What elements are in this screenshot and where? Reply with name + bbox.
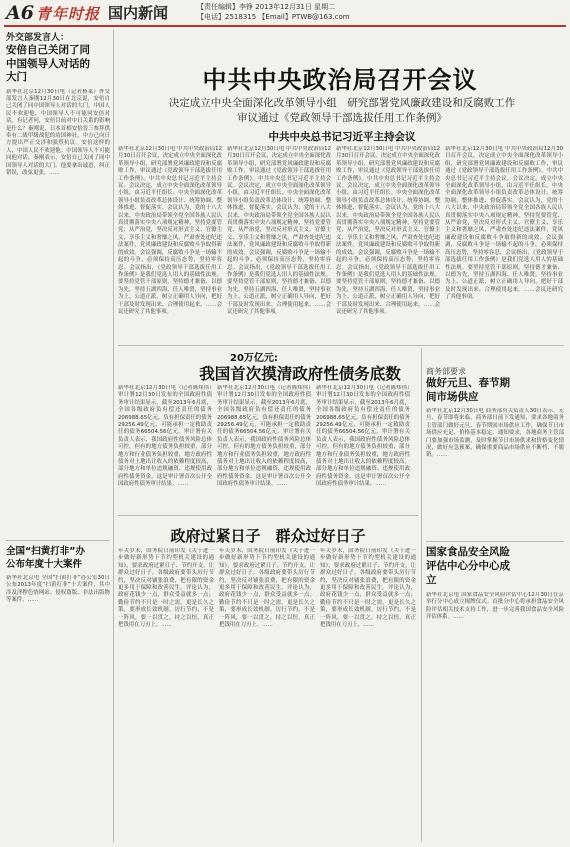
page-number: A6 — [6, 2, 34, 24]
campaign-title-1: 全国“扫黄打非”办 — [6, 546, 85, 557]
lead-body-col-1: 新华社北京12月30日电 中共中央政治局12月30日召开会议，决定成立中央全面深化改革领导小组，研究部署党风廉政建设和反腐败工作，审议通过《党政领导干部选拔任用工作条例》。中共中央总书记习近平主持会议。会议决定，成立中央全面深化改革领导小组，由习近平任组长。中央全面深化改革领导小组负责改革总体设计、统筹协调、整体推进、督促落实。会议认为，党的十八大以来，中央政治局带领全党全国各族人民认真贯彻落实中央八项规定精神，坚持党要管党、从严治党，坚决反对形式主义、官僚主义、享乐主义和奢靡之风，严肃查处违纪违法案件，党风廉政建设和反腐败斗争取得新的成效。会议强调，反腐败斗争是一场输不起的斗争，必须保持高压态势，坚持零容忍。会议指出，《党政领导干部选拔任用工作条例》是我们党选人用人的基础性法规。要坚持党管干部原则，坚持德才兼备、以德为先，坚持五湖四海、任人唯贤，坚持事业为上、公道正派，树立正确用人导向，把好干部及时发现出来、合理使用起来。……会议还研究了其他事项。 — [118, 146, 222, 315]
lead-body-col-4: 新华社北京12月30日电 中共中央政治局12月30日召开会议，决定成立中央全面深化改革领导小组，研究部署党风廉政建设和反腐败工作，审议通过《党政领导干部选拔任用工作条例》。中共中央总书记习近平主持会议。会议决定，成立中央全面深化改革领导小组，由习近平任组长。中央全面深化改革领导小组负责改革总体设计、统筹协调、整体推进、督促落实。会议认为，党的十八大以来，中央政治局带领全党全国各族人民认真贯彻落实中央八项规定精神，坚持党要管党、从严治党，坚决反对形式主义、官僚主义、享乐主义和奢靡之风，严肃查处违纪违法案件，党风廉政建设和反腐败斗争取得新的成效。会议强调，反腐败斗争是一场输不起的斗争，必须保持高压态势，坚持零容忍。会议指出，《党政领导干部选拔任用工作条例》是我们党选人用人的基础性法规。要坚持党管干部原则，坚持德才兼备、以德为先，坚持五湖四海、任人唯贤，坚持事业为上、公道正派，树立正确用人导向，把好干部及时发现出来、合理使用起来。……会议还研究了其他事项。 — [445, 146, 563, 301]
debt-body-col-2: 新华社北京12月30日电（记者陈炜伟）审计署12月30日发布的全国政府性债务审计结果显示，截至2013年6月底，全国各级政府负有偿还责任的债务206988.65亿元，负有担保责任的债务29256.49亿元，可能承担一定救助责任的债务66504.56亿元。审计署有关负责人表示，我国政府性债务风险总体可控，但有的地方债务负担较重，部分地方和行业债务负担较重，地方政府性债务对土地出让收入的依赖程度较高，部分地方和单位违规融资、违规使用政府性债务资金。这是审计署首次公开全国政府性债务审计结果。…… — [217, 385, 311, 488]
holiday-title-2: 间市场供应 — [426, 391, 479, 403]
holiday-title-1: 做好元旦、春节期 — [426, 377, 510, 389]
left-article-kicker: 外交部发言人： — [6, 33, 70, 43]
masthead-logo: 青年时报 — [36, 5, 101, 23]
lead-subhead-1: 决定成立中央全面深化改革领导小组 研究部署党风廉政建设和反腐败工作 — [168, 97, 516, 109]
food-risk-title-1: 国家食品安全风险 — [426, 546, 510, 558]
debt-bottom-rule — [118, 515, 418, 516]
frugal-body-col-2: 年关岁末，国务院日前印发《关于进一步做好新形势下节约型机关建设的通知》，要求政府过紧日子、节约开支，让群众过好日子。各级政府要带头厉行节约，坚决反对铺张浪费，把有限的资金更多用于保障和改善民生。评论认为，政府花钱少一点，群众受益就多一点；勤俭节约不只是一时之需，更是长久之策，要形成长效机制。厉行节约，不是一阵风，要一以贯之，持之以恒，真正把钱用在刀刃上。…… — [219, 548, 315, 629]
left-column-rule — [113, 30, 114, 842]
food-risk-title-2: 评估中心分中心成 — [426, 560, 510, 572]
left-divider — [6, 540, 110, 541]
debt-body-col-1: 新华社北京12月30日电（记者陈炜伟）审计署12月30日发布的全国政府性债务审计结果显示，截至2013年6月底，全国各级政府负有偿还责任的债务206988.65亿元，负有担保责任的债务29256.49亿元，可能承担一定救助责任的债务66504.56亿元。审计署有关负责人表示，我国政府性债务风险总体可控，但有的地方债务负担较重，部分地方和行业债务负担较重，地方政府性债务对土地出让收入的依赖程度较高，部分地方和单位违规融资、违规使用政府性债务资金。这是审计署首次公开全国政府性债务审计结果。…… — [118, 385, 212, 488]
lead-subhead-2: 审议通过《党政领导干部选拔任用工作条例》 — [237, 112, 447, 124]
lead-bottom-rule — [118, 345, 564, 346]
debt-body-col-3: 新华社北京12月30日电（记者陈炜伟）审计署12月30日发布的全国政府性债务审计结果显示，截至2013年6月底，全国各级政府负有偿还责任的债务206988.65亿元，负有担保责任的债务29256.49亿元，可能承担一定救助责任的债务66504.56亿元。审计署有关负责人表示，我国政府性债务风险总体可控，但有的地方债务负担较重，部分地方和行业债务负担较重，地方政府性债务对土地出让收入的依赖程度较高，部分地方和单位违规融资、违规使用政府性债务资金。这是审计署首次公开全国政府性债务审计结果。…… — [316, 385, 410, 488]
frugal-headline: 政府过紧日子 群众过好日子 — [170, 527, 366, 545]
left-article-body: 新华社北京12月30日电（记者杨莱）外交部发言人秦刚12月30日在北京说，安倍自己关闭了同中国领导人对话的大门，中国人民不欢迎他，中国领导人不可能同安倍对话。有记者问，安倍目前对中日关系的影响是什么？秦刚说，日本首相安倍晋三参拜供奉有二战甲级战犯的靖国神社，中方已向日方提出严正交涉和强烈抗议。安倍这样的人，中国人民不欢迎他。中国领导人不可能同他对话。秦刚表示，安倍自己关闭了同中国领导人对话的大门。他要拿出诚意，纠正错误，改弦更张。…… — [6, 88, 110, 176]
header-rule — [4, 25, 566, 27]
campaign-article — [6, 546, 110, 842]
campaign-title-2: 公布年度十大案件 — [6, 558, 83, 570]
debt-headline: 我国首次摸清政府性债务底数 — [199, 365, 401, 383]
frugal-body-col-1: 年关岁末，国务院日前印发《关于进一步做好新形势下节约型机关建设的通知》，要求政府过紧日子、节约开支，让群众过好日子。各级政府要带头厉行节约，坚决反对铺张浪费，把有限的资金更多用于保障和改善民生。评论认为，政府花钱少一点，群众受益就多一点；勤俭节约不只是一时之需，更是长久之策，要形成长效机制。厉行节约，不是一阵风，要一以贯之，持之以恒，真正把钱用在刀刃上。…… — [118, 548, 214, 629]
lead-body-col-2: 新华社北京12月30日电 中共中央政治局12月30日召开会议，决定成立中央全面深化改革领导小组，研究部署党风廉政建设和反腐败工作，审议通过《党政领导干部选拔任用工作条例》。中共中央总书记习近平主持会议。会议决定，成立中央全面深化改革领导小组，由习近平任组长。中央全面深化改革领导小组负责改革总体设计、统筹协调、整体推进、督促落实。会议认为，党的十八大以来，中央政治局带领全党全国各族人民认真贯彻落实中央八项规定精神，坚持党要管党、从严治党，坚决反对形式主义、官僚主义、享乐主义和奢靡之风，严肃查处违纪违法案件，党风廉政建设和反腐败斗争取得新的成效。会议强调，反腐败斗争是一场输不起的斗争，必须保持高压态势，坚持零容忍。会议指出，《党政领导干部选拔任用工作条例》是我们党选人用人的基础性法规。要坚持党管干部原则，坚持德才兼备、以德为先，坚持五湖四海、任人唯贤，坚持事业为上、公道正派，树立正确用人导向，把好干部及时发现出来、合理使用起来。……会议还研究了其他事项。 — [227, 146, 331, 315]
holiday-kicker: 商务部要求 — [426, 367, 466, 376]
left-article — [6, 32, 110, 537]
debt-kicker: 20万亿元: — [230, 353, 278, 364]
contact-line: 【电话】2518315 【Email】PTWB@163.com — [197, 13, 350, 21]
right-column-rule — [421, 348, 422, 842]
lead-headline: 中共中央政治局召开会议 — [202, 66, 478, 94]
frugal-body-col-3: 年关岁末，国务院日前印发《关于进一步做好新形势下节约型机关建设的通知》，要求政府过紧日子、节约开支，让群众过好日子。各级政府要带头厉行节约，坚决反对铺张浪费，把有限的资金更多用于保障和改善民生。评论认为，政府花钱少一点，群众受益就多一点；勤俭节约不只是一时之需，更是长久之策，要形成长效机制。厉行节约，不是一阵风，要一以贯之，持之以恒，真正把钱用在刀刃上。…… — [320, 548, 416, 629]
holiday-body: 新华社北京12月30日电 商务部有关负责人30日表示，元旦、春节即将来临，商务部日前下发通知，要求各地商务主管部门做好元旦、春节期间市场供应工作，确保节日市场供应充足、价格基本稳定。通知要求，各地商务主管部门要加强市场监测，及时掌握节日市场供求和价格变化情况，做好应急预案，确保重要商品市场供应不断档、不脱销。…… — [426, 408, 564, 459]
section-title: 国内新闻 — [108, 4, 169, 22]
left-article-title-2: 中国领导人对话的 — [6, 57, 90, 70]
holiday-bottom-rule — [426, 541, 564, 542]
food-risk-title-3: 立 — [426, 574, 437, 586]
left-article-title-3: 大门 — [6, 71, 27, 83]
left-article-title-1: 安倍自己关闭了同 — [6, 44, 90, 56]
lead-body-col-3: 新华社北京12月30日电 中共中央政治局12月30日召开会议，决定成立中央全面深化改革领导小组，研究部署党风廉政建设和反腐败工作，审议通过《党政领导干部选拔任用工作条例》。中共中央总书记习近平主持会议。会议决定，成立中央全面深化改革领导小组，由习近平任组长。中央全面深化改革领导小组负责改革总体设计、统筹协调、整体推进、督促落实。会议认为，党的十八大以来，中央政治局带领全党全国各族人民认真贯彻落实中央八项规定精神，坚持党要管党、从严治党，坚决反对形式主义、官僚主义、享乐主义和奢靡之风，严肃查处违纪违法案件，党风廉政建设和反腐败斗争取得新的成效。会议强调，反腐败斗争是一场输不起的斗争，必须保持高压态势，坚持零容忍。会议指出，《党政领导干部选拔任用工作条例》是我们党选人用人的基础性法规。要坚持党管干部原则，坚持德才兼备、以德为先，坚持五湖四海、任人唯贤，坚持事业为上、公道正派，树立正确用人导向，把好干部及时发现出来、合理使用起来。……会议还研究了其他事项。 — [336, 146, 440, 315]
lead-presider-line: 中共中央总书记习近平主持会议 — [268, 131, 416, 143]
campaign-body: 新华社北京电 全国“扫黄打非”办公室30日公布2013年度“扫黄打非”十大案件，其中涉及淫秽色情网站、侵权盗版、非法出版物等案件。…… — [6, 575, 110, 604]
food-risk-body: 新华社北京电 国家食品安全风险评估中心12月30日在京举行分中心成立揭牌仪式。首批分中心将承担食品安全风险评估相关技术支持工作，进一步完善我国食品安全风险评估体系。…… — [426, 592, 564, 621]
editor-date-line: 【责任编辑】李铮 2013年12月31日 星期二 — [197, 3, 336, 11]
